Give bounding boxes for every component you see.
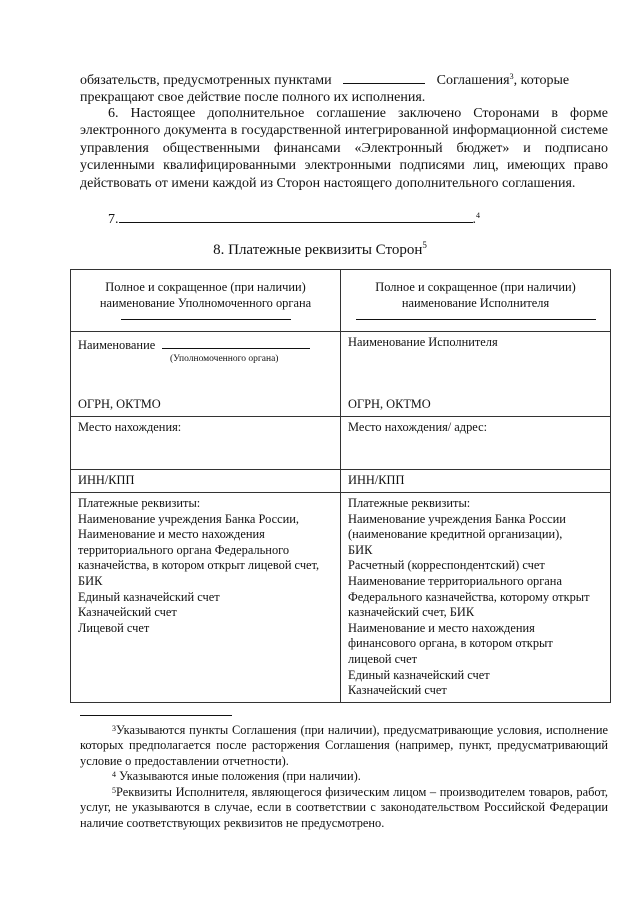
left-payment-line: территориального органа Федерального (78, 542, 290, 557)
blank-line (119, 209, 473, 223)
left-payment-line: казначейства, в котором открыт лицевой счет, (78, 558, 320, 573)
right-location-cell: Место нахождения/ адрес: (341, 417, 611, 470)
table-row (71, 332, 611, 417)
para-cont-text-1: обязательств, предусмотренных пунктами (80, 73, 332, 88)
right-payment-line: Единый казначейский счет (348, 667, 490, 682)
right-payment-line: Наименование территориального органа (348, 573, 562, 588)
right-payment-line: Наименование учреждения Банка России (348, 511, 566, 526)
section-title: 8. Платежные реквизиты Сторон (213, 242, 423, 258)
left-payment-line: Наименование и место нахождения (78, 527, 265, 542)
table-row (71, 470, 611, 493)
right-name-label: Наименование Исполнителя (348, 335, 498, 349)
right-header-text: Полное и сокращенное (при наличии) наименование Исполнителя (375, 280, 576, 310)
footnote-separator (80, 715, 232, 716)
footnote-3 (80, 723, 608, 769)
right-inn-cell: ИНН/КПП (341, 470, 611, 493)
right-payment-line: казначейский счет, БИК (348, 605, 475, 620)
left-name-hint: (Уполномоченного органа) (170, 353, 279, 364)
left-payment-cell (71, 493, 341, 703)
right-payment-line: Платежные реквизиты: (348, 496, 471, 510)
blank-line (343, 70, 425, 84)
footnote-ref-4: 4 (476, 211, 480, 220)
right-name-cell (341, 332, 611, 417)
right-payment-line: Федерального казначейства, которому открыт (348, 589, 590, 604)
right-payment-line: лицевой счет (348, 651, 418, 666)
blank-line (162, 335, 310, 349)
left-location-cell: Место нахождения: (71, 417, 341, 470)
para-7-end: . (472, 212, 476, 227)
footnote-ref-5: 5 (422, 240, 427, 250)
footnote-3-mark: 3 (112, 724, 116, 733)
right-payment-line: (наименование кредитной организации), (348, 527, 563, 542)
footnote-4-mark: 4 (112, 770, 116, 779)
right-header-cell (341, 270, 611, 332)
left-payment-line: БИК (78, 573, 103, 588)
footnote-4 (80, 769, 608, 784)
signature-line (356, 319, 596, 320)
signature-line (121, 319, 291, 320)
left-ogrn: ОГРН, ОКТМО (78, 397, 161, 412)
paragraph-7 (108, 209, 608, 228)
table-row (71, 493, 611, 703)
footnote-5-mark: 5 (112, 786, 116, 795)
left-payment-line: Платежные реквизиты: (78, 496, 201, 510)
footnote-5-text: Реквизиты Исполнителя, являющегося физическим лицом – производителем товаров, работ, услуг, не указываются в случае, если в соответствии с законодательством Российской Федерации наличие соответствующих реквизитов не предусмотрено. (80, 785, 608, 830)
footnote-4-text: Указываются иные положения (при наличии). (116, 769, 361, 783)
left-inn-cell: ИНН/КПП (71, 470, 341, 493)
right-ogrn: ОГРН, ОКТМО (348, 397, 431, 412)
paragraph-continuation (80, 70, 608, 107)
payment-details-table (70, 269, 611, 703)
left-payment-line: Единый казначейский счет (78, 589, 220, 604)
left-name-cell (71, 332, 341, 417)
right-payment-line: финансового органа, в котором открыт (348, 636, 553, 651)
para-7-number: 7. (108, 212, 119, 227)
footnote-5 (80, 785, 608, 831)
left-name-label: Наименование (78, 338, 156, 352)
left-header-cell (71, 270, 341, 332)
table-row (71, 417, 611, 470)
paragraph-6: 6. Настоящее дополнительное соглашение заключено Сторонами в форме электронного документа в государственной интегрированной информационной системе управления общественными финансами «Электронный бюджет» и подписано усиленными квалифицированными электронными подписями лиц, имеющих право действовать от имени каждой из Сторон настоящего дополнительного соглашения. (80, 106, 608, 191)
left-payment-line: Наименование учреждения Банка России, (78, 511, 299, 526)
left-payment-line: Лицевой счет (78, 620, 150, 635)
footnote-ref-3: 3 (509, 72, 514, 81)
left-name-row (78, 335, 333, 354)
right-payment-cell (341, 493, 611, 703)
para-cont-text-3: , которые прекращают свое действие после полного их исполнения. (80, 73, 570, 106)
left-header-text: Полное и сокращенное (при наличии) наименование Уполномоченного органа (99, 280, 312, 310)
para-cont-text-2: Соглашения (436, 73, 510, 88)
footnote-3-text: Указываются пункты Соглашения (при наличии), предусматривающие условия, исполнение которых предполагается после расторжения Соглашения (например, пункт, предусматривающий условие о предоставлении отчетности). (80, 723, 608, 768)
section-heading (0, 240, 640, 259)
table-row (71, 270, 611, 332)
right-payment-line: Казначейский счет (348, 683, 447, 698)
right-payment-line: Расчетный (корреспондентский) счет (348, 558, 545, 573)
right-payment-line: Наименование и место нахождения (348, 620, 535, 635)
right-payment-line: БИК (348, 542, 373, 557)
left-payment-line: Казначейский счет (78, 605, 177, 620)
